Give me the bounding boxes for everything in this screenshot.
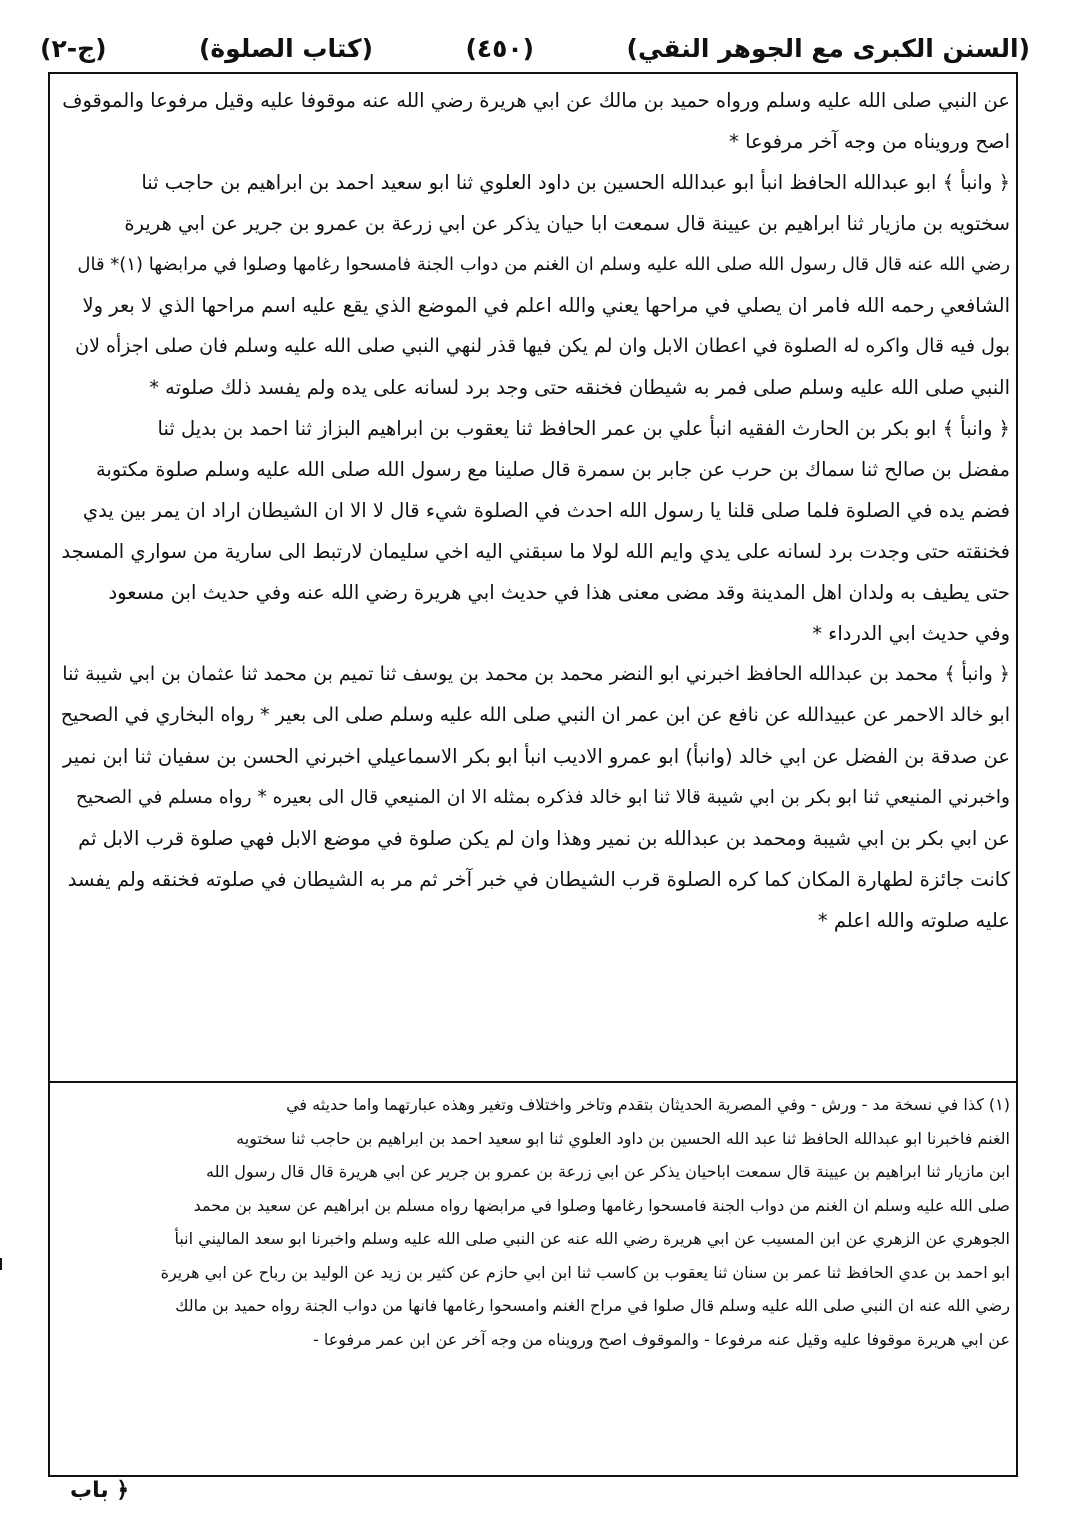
text-line: بول فيه قال واكره له الصلوة في اعطان الابل وان لم يكن فيها قذر لنهي النبي صلى الله عليه وسلم فان صلى اجزأه لان [75, 335, 1010, 357]
chapter-title: (كتاب الصلوة) [198, 33, 374, 63]
text-line: حتى يطيف به ولدان اهل المدينة وقد مضى معنى هذا في حديث ابي هريرة رضي الله عنه وفي حديث ابن مسعود [108, 581, 1010, 604]
footnote-line: صلى الله عليه وسلم ان الغنم من دواب الجنة فامسحوا رغامها وصلوا في مرابضها رواه مسلم بن ابراهيم عن سعيد بن محمد [193, 1195, 1010, 1215]
text-line: فضم يده في الصلوة فلما صلى قلنا يا رسول الله احدث في الصلوة شيء قال لا الا ان الشيطان اراد ان يمر بين يدي [82, 499, 1010, 522]
catchword: ﴿ باب [70, 1478, 130, 1503]
text-line: مفضل بن صالح ثنا سماك بن حرب عن جابر بن سمرة قال صلينا مع رسول الله صلى الله عليه وسلم صلوة مكتوبة [95, 458, 1010, 481]
main-text [58, 80, 1010, 1080]
text-line: الشافعي رحمه الله فامر ان يصلي في مراحها يعني والله اعلم في الموضع الذي يقع عليه اسم مراحها الذي لا بعر ولا [82, 294, 1010, 317]
footnote-line: الغنم فاخبرنا ابو عبدالله الحافظ ثنا عبد الله الحسين بن داود العلوي ثنا ابو سعيد احمد بن ابراهيم بن حاجب ثنا سختويه [236, 1128, 1010, 1148]
footnote-line: (١) كذا في نسخة مد - ورش - وفي المصرية الحديثان بتقدم وتاخر واختلاف وتغير وهذه عبارتهما واما حديثه في [286, 1095, 1010, 1114]
footnote-divider [48, 1081, 1018, 1083]
text-line: رضي الله عنه قال قال رسول الله صلى الله عليه وسلم ان الغنم من دواب الجنة فامسحوا رغامها وصلوا في مرابضها (١)* قال [77, 254, 1010, 275]
text-line: النبي صلى الله عليه وسلم صلى فمر به شيطان فخنقه حتى وجد برد لسانه على يده ولم يفسد ذلك صلوته * [149, 376, 1010, 399]
text-line: عليه صلوته والله اعلم * [817, 909, 1010, 932]
footnote-line: ابن مازيار ثنا ابراهيم بن عيينة قال سمعت اباحيان يذكر عن ابي زرعة بن عمرو بن جرير عن ابي هريرة قال قال رسول الله [206, 1162, 1010, 1181]
text-line: سختويه بن مازيار ثنا ابراهيم بن عيينة قال سمعت ابا حيان يذكر عن ابي زرعة بن عمرو بن جرير عن ابي هريرة [124, 212, 1010, 235]
page-number: (٤٥٠) [465, 33, 535, 63]
text-line: ﴿ وانبأ ﴾ ابو بكر بن الحارث الفقيه انبأ علي بن عمر الحافظ ثنا يعقوب بن ابراهيم البزاز ثنا احمد بن بديل ثنا [157, 417, 1010, 440]
text-line: ﴿ وانبأ ﴾ ابو عبدالله الحافظ انبأ ابو عبدالله الحسين بن داود العلوي ثنا ابو سعيد احمد بن ابراهيم بن حاجب ثنا [141, 171, 1010, 194]
text-line: اصح ورويناه من وجه آخر مرفوعا * [729, 130, 1010, 153]
footnotes [58, 1088, 1010, 1478]
text-line: عن ابي بكر بن ابي شيبة ومحمد بن عبدالله بن نمير وهذا وان لم يكن صلوة في موضع الابل فهي صلوة قرب الابل ثم [78, 827, 1010, 850]
volume-number: (ج-٢) [40, 33, 107, 63]
text-line: كانت جائزة لطهارة المكان كما كره الصلوة قرب الشيطان في خبر آخر ثم مر به الشيطان في صلوته فخنقه ولم يفسد [67, 868, 1010, 891]
footnote-line: ابو احمد بن عدي الحافظ ثنا عمر بن سنان ثنا يعقوب بن كاسب ثنا ابن ابي حازم عن كثير بن زيد عن الوليد بن رباح عن ابي هريرة [160, 1262, 1010, 1282]
text-line: عن النبي صلى الله عليه وسلم ورواه حميد بن مالك عن ابي هريرة رضي الله عنه موقوفا عليه وقيل مرفوعا والموقوف [62, 89, 1010, 112]
margin-mark [0, 1258, 2, 1270]
footnote-line: الجوهري عن الزهري عن ابن المسيب عن ابي هريرة رضي الله عنه عن النبي صلى الله عليه وسلم واخبرنا ابو سعد الماليني انبأ [174, 1229, 1010, 1248]
text-line: فخنقته حتى وجدت برد لسانه على يدي وايم الله لولا ما سبقني اليه اخي سليمان لارتبط الى سارية من سواري المسجد [61, 540, 1010, 563]
page-header [40, 26, 1030, 70]
text-line: ﴿ وانبأ ﴾ محمد بن عبدالله الحافظ اخبرني ابو النضر محمد بن محمد بن يوسف ثنا تميم بن محمد ثنا عثمان بن ابي شيبة ثنا [62, 663, 1010, 685]
book-title: (السنن الكبرى مع الجوهر النقي) [626, 33, 1030, 63]
text-line: وفي حديث ابي الدرداء * [812, 622, 1010, 645]
text-line: ابو خالد الاحمر عن عبيدالله عن نافع عن ابن عمر ان النبي صلى الله عليه وسلم صلى الى بعير * رواه البخاري في الصحيح [60, 704, 1010, 726]
text-line: واخبرني المنيعي ثنا ابو بكر بن ابي شيبة قالا ثنا ابو خالد فذكره بمثله الا ان المنيعي قال الى بعيره * رواه مسلم في الصحيح [75, 787, 1010, 808]
footnote-line: عن ابي هريرة موقوفا عليه وقيل عنه مرفوعا - والموقوف اصح ورويناه من وجه آخر عن ابن عمر مرفوعا - [312, 1329, 1010, 1349]
footnote-line: رضي الله عنه ان النبي صلى الله عليه وسلم قال صلوا في مراح الغنم وامسحوا رغامها فانها من دواب الجنة رواه حميد بن مالك [175, 1296, 1010, 1315]
text-line: عن صدقة بن الفضل عن ابي خالد (وانبأ) ابو عمرو الاديب انبأ ابو بكر الاسماعيلي اخبرني الحسن بن سفيان ثنا ابن نمير [63, 745, 1010, 768]
